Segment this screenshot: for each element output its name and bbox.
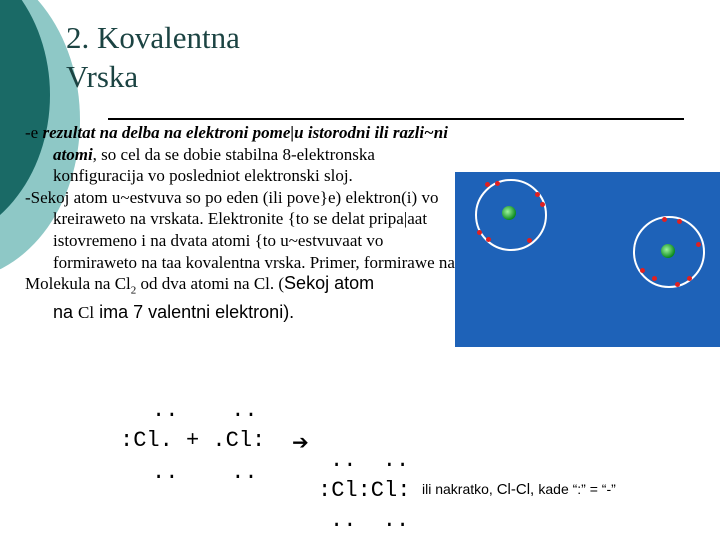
electron (486, 237, 491, 242)
slide-body (25, 122, 460, 324)
lewis-dots-top-left: .. .. (152, 398, 258, 423)
lewis-caption (422, 481, 616, 498)
electron (535, 192, 540, 197)
paragraph-lead: -e (25, 123, 43, 142)
example-e: Cl (78, 303, 95, 323)
electron (652, 276, 657, 281)
title-line-1: 2. Kovalentna (66, 20, 240, 55)
nucleus-atom-2 (661, 244, 675, 258)
electron (696, 242, 701, 247)
electron (477, 230, 482, 235)
paragraph-electrons: -Sekoj atom u~estvuva so po eden (ili pove}e) elektron(i) vo kreiraweto na vrskata. Elektronite {to se delat pripa|aat istovremeno i na dvata atomi {to u~estvuvaat vo formiraweto na taa kovalentna vrska. Primer, formirawe na (25, 187, 455, 272)
caption-a: ili nakratko, (422, 481, 497, 497)
electron (640, 268, 645, 273)
electron (677, 219, 682, 224)
electron (675, 282, 680, 287)
paragraph-rest: , so cel da se dobie stabilna 8-elektronska konfiguracija vo posledniot elektronski sloj. (53, 144, 375, 186)
caption-b: Cl-Cl, (496, 481, 539, 498)
atom-animation-image (455, 172, 720, 347)
paragraph-emphasis: rezultat na delba na elektroni pome|u istorodni ili razli~ni atomi (42, 123, 448, 164)
paragraph-example (25, 273, 460, 324)
example-f: ima 7 valentni elektroni). (94, 302, 295, 323)
nucleus-atom-1 (502, 206, 516, 220)
paragraph-definition (25, 122, 460, 187)
slide-title (66, 18, 240, 96)
example-subscript: 2 (130, 284, 137, 297)
electron (527, 238, 532, 243)
example-c: Sekoj atom (284, 273, 375, 294)
reaction-arrow-icon: ➔ (292, 430, 309, 454)
title-underline (108, 118, 684, 120)
lewis-dots-top-right: .. .. (330, 448, 410, 473)
lewis-dots-bottom-right: .. .. (330, 508, 410, 533)
electron (495, 181, 500, 186)
example-b: od dva atomi na Cl. ( (136, 274, 285, 294)
electron (662, 217, 667, 222)
title-line-2: Vrska (66, 59, 139, 94)
electron (540, 202, 545, 207)
electron (485, 182, 490, 187)
lewis-dots-bottom-left: .. .. (152, 460, 258, 485)
caption-c: kade “:” = “-” (538, 481, 616, 497)
electron (687, 276, 692, 281)
example-d: na (53, 302, 79, 323)
example-a: Molekula na Cl (25, 274, 131, 294)
lewis-reactants: :Cl. + .Cl: (120, 428, 266, 453)
lewis-product: :Cl:Cl: (318, 478, 411, 503)
